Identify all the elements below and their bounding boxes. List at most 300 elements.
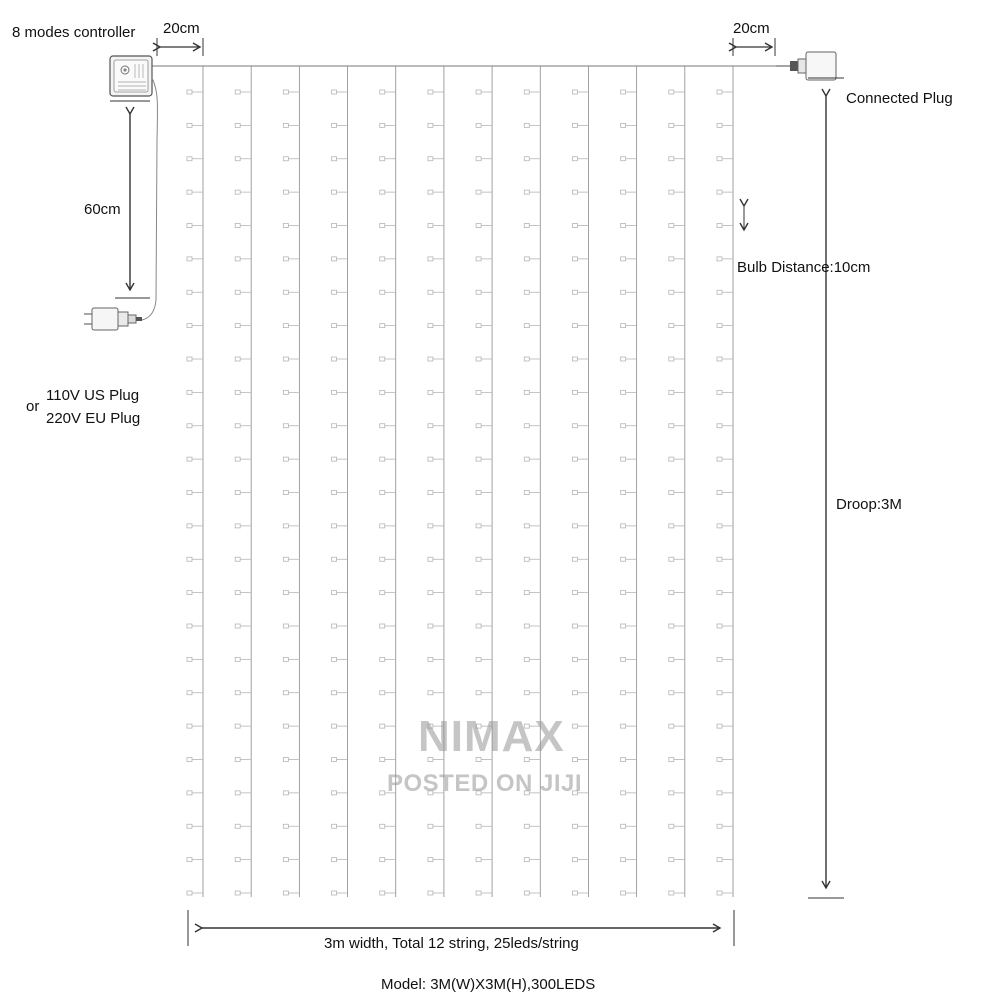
led-bulb	[572, 324, 577, 328]
led-bulb	[380, 90, 385, 94]
led-bulb	[621, 123, 626, 127]
led-bulb	[332, 758, 337, 762]
led-bulb	[187, 858, 192, 862]
led-bulb	[476, 290, 481, 294]
led-bulb	[235, 824, 240, 828]
led-bulb	[572, 524, 577, 528]
led-bulb	[332, 557, 337, 561]
led-bulb	[717, 791, 722, 795]
led-bulb	[621, 724, 626, 728]
led-bulb	[669, 224, 674, 228]
led-bulb	[235, 624, 240, 628]
led-string	[235, 66, 251, 897]
led-bulb	[283, 357, 288, 361]
led-bulb	[283, 758, 288, 762]
led-bulb	[235, 791, 240, 795]
led-bulb	[669, 190, 674, 194]
led-bulb	[717, 90, 722, 94]
led-bulb	[669, 90, 674, 94]
led-bulb	[669, 724, 674, 728]
led-bulb	[283, 691, 288, 695]
led-bulb	[380, 624, 385, 628]
led-bulb	[572, 691, 577, 695]
led-bulb	[332, 90, 337, 94]
led-bulb	[187, 90, 192, 94]
led-bulb	[380, 257, 385, 261]
led-bulb	[621, 224, 626, 228]
led-bulb	[717, 324, 722, 328]
led-string	[187, 66, 203, 897]
led-bulb	[572, 257, 577, 261]
led-bulb	[283, 491, 288, 495]
led-bulb	[283, 791, 288, 795]
led-string	[669, 66, 685, 897]
led-bulb	[717, 824, 722, 828]
led-bulb	[283, 90, 288, 94]
led-bulb	[717, 524, 722, 528]
led-bulb	[380, 858, 385, 862]
led-bulb	[621, 791, 626, 795]
led-bulb	[572, 858, 577, 862]
led-bulb	[621, 624, 626, 628]
led-bulb	[380, 657, 385, 661]
led-bulb	[669, 758, 674, 762]
led-bulb	[669, 791, 674, 795]
led-bulb	[332, 791, 337, 795]
led-bulb	[380, 591, 385, 595]
controller-label: 8 modes controller	[12, 24, 136, 41]
led-bulb	[621, 691, 626, 695]
led-bulb	[235, 190, 240, 194]
led-bulb	[283, 524, 288, 528]
led-bulb	[717, 891, 722, 895]
led-bulb	[428, 324, 433, 328]
led-bulb	[476, 491, 481, 495]
led-bulb	[572, 557, 577, 561]
watermark-brand: NIMAX	[418, 712, 565, 761]
led-bulb	[572, 123, 577, 127]
led-bulb	[380, 424, 385, 428]
led-bulb	[283, 824, 288, 828]
led-bulb	[235, 324, 240, 328]
led-bulb	[235, 424, 240, 428]
led-bulb	[572, 190, 577, 194]
led-bulb	[621, 758, 626, 762]
led-bulb	[476, 691, 481, 695]
led-bulb	[669, 123, 674, 127]
led-bulb	[524, 524, 529, 528]
led-bulb	[669, 557, 674, 561]
led-bulb	[187, 824, 192, 828]
led-bulb	[283, 624, 288, 628]
led-bulb	[572, 724, 577, 728]
led-bulb	[428, 691, 433, 695]
led-string	[621, 66, 637, 897]
led-bulb	[717, 290, 722, 294]
led-bulb	[669, 390, 674, 394]
width-label: 3m width, Total 12 string, 25leds/string	[324, 935, 579, 952]
led-bulb	[428, 257, 433, 261]
led-bulb	[428, 624, 433, 628]
led-bulb	[572, 90, 577, 94]
led-bulb	[669, 591, 674, 595]
led-bulb	[572, 224, 577, 228]
led-bulb	[717, 591, 722, 595]
led-bulb	[717, 224, 722, 228]
led-bulb	[332, 491, 337, 495]
led-bulb	[572, 824, 577, 828]
led-bulb	[717, 123, 722, 127]
led-bulb	[235, 157, 240, 161]
led-bulb	[476, 657, 481, 661]
led-bulb	[524, 491, 529, 495]
led-bulb	[283, 190, 288, 194]
led-bulb	[428, 90, 433, 94]
led-bulb	[380, 290, 385, 294]
led-bulb	[187, 691, 192, 695]
led-bulb	[187, 557, 192, 561]
led-bulb	[524, 357, 529, 361]
led-string	[717, 66, 733, 897]
led-bulb	[669, 290, 674, 294]
led-bulb	[572, 591, 577, 595]
led-bulb	[476, 90, 481, 94]
led-bulb	[332, 824, 337, 828]
led-bulb	[524, 824, 529, 828]
led-bulb	[187, 624, 192, 628]
led-bulb	[187, 424, 192, 428]
led-bulb	[187, 257, 192, 261]
led-bulb	[717, 257, 722, 261]
led-bulb	[524, 591, 529, 595]
led-bulb	[187, 791, 192, 795]
led-bulb	[332, 858, 337, 862]
led-bulb	[669, 824, 674, 828]
led-bulb	[428, 390, 433, 394]
led-bulb	[428, 824, 433, 828]
right-gap-label: 20cm	[733, 20, 770, 37]
led-bulb	[717, 724, 722, 728]
led-bulb	[332, 424, 337, 428]
led-bulb	[380, 324, 385, 328]
led-bulb	[428, 190, 433, 194]
led-bulb	[669, 524, 674, 528]
led-bulb	[621, 657, 626, 661]
led-bulb	[235, 257, 240, 261]
led-bulb	[572, 357, 577, 361]
led-bulb	[669, 657, 674, 661]
led-bulb	[717, 557, 722, 561]
led-bulb	[187, 724, 192, 728]
led-bulb	[524, 90, 529, 94]
cable-length-label: 60cm	[84, 201, 121, 218]
led-bulb	[428, 157, 433, 161]
led-bulb	[380, 791, 385, 795]
led-bulb	[669, 491, 674, 495]
led-bulb	[476, 390, 481, 394]
led-bulb	[524, 290, 529, 294]
led-bulb	[235, 290, 240, 294]
led-bulb	[428, 591, 433, 595]
watermark-posted: POSTED ON JIJI	[387, 770, 583, 797]
led-bulb	[476, 824, 481, 828]
led-bulb	[283, 290, 288, 294]
led-bulb	[717, 624, 722, 628]
led-bulb	[187, 224, 192, 228]
power-plug-icon	[84, 308, 142, 330]
connected-plug-label: Connected Plug	[846, 90, 953, 107]
led-bulb	[572, 424, 577, 428]
led-bulb	[283, 657, 288, 661]
led-bulb	[476, 557, 481, 561]
led-bulb	[187, 190, 192, 194]
led-bulb	[380, 390, 385, 394]
led-bulb	[669, 257, 674, 261]
plug-or-label: or	[26, 398, 40, 415]
led-bulb	[235, 657, 240, 661]
led-bulb	[669, 891, 674, 895]
led-bulb	[476, 457, 481, 461]
led-bulb	[669, 624, 674, 628]
led-bulb	[235, 457, 240, 461]
led-bulb	[380, 524, 385, 528]
led-bulb	[572, 390, 577, 394]
led-bulb	[621, 591, 626, 595]
led-bulb	[524, 190, 529, 194]
led-string	[283, 66, 299, 897]
led-bulb	[717, 858, 722, 862]
led-bulb	[621, 824, 626, 828]
led-bulb	[572, 624, 577, 628]
led-bulb	[669, 157, 674, 161]
led-bulb	[428, 224, 433, 228]
led-bulb	[428, 858, 433, 862]
led-bulb	[476, 424, 481, 428]
droop-label: Droop:3M	[836, 496, 902, 513]
us-plug-label: 110V US Plug	[46, 387, 140, 404]
led-bulb	[476, 157, 481, 161]
led-bulb	[283, 224, 288, 228]
led-bulb	[621, 190, 626, 194]
led-bulb	[476, 858, 481, 862]
led-bulb	[187, 290, 192, 294]
led-bulb	[332, 657, 337, 661]
led-bulb	[428, 557, 433, 561]
led-bulb	[524, 457, 529, 461]
led-bulb	[380, 824, 385, 828]
led-bulb	[524, 224, 529, 228]
led-bulb	[476, 591, 481, 595]
led-bulb	[332, 324, 337, 328]
led-bulb	[621, 390, 626, 394]
led-bulb	[283, 157, 288, 161]
led-bulb	[332, 190, 337, 194]
led-bulb	[235, 691, 240, 695]
led-bulb	[621, 891, 626, 895]
led-bulb	[476, 524, 481, 528]
led-bulb	[187, 357, 192, 361]
led-bulb	[669, 691, 674, 695]
led-bulb	[187, 657, 192, 661]
led-bulb	[283, 324, 288, 328]
led-bulb	[283, 891, 288, 895]
led-bulb	[332, 724, 337, 728]
led-bulb	[428, 524, 433, 528]
led-bulb	[621, 357, 626, 361]
led-bulb	[283, 257, 288, 261]
led-bulb	[235, 390, 240, 394]
led-bulb	[621, 491, 626, 495]
led-bulb	[235, 491, 240, 495]
led-bulb	[621, 557, 626, 561]
led-bulb	[476, 624, 481, 628]
led-bulb	[717, 491, 722, 495]
led-bulb	[476, 324, 481, 328]
led-bulb	[669, 424, 674, 428]
led-bulb	[621, 457, 626, 461]
led-bulb	[717, 758, 722, 762]
led-bulb	[428, 424, 433, 428]
led-bulb	[235, 858, 240, 862]
led-bulb	[621, 424, 626, 428]
led-bulb	[283, 557, 288, 561]
led-bulb	[572, 758, 577, 762]
led-bulb	[235, 591, 240, 595]
led-bulb	[187, 524, 192, 528]
led-bulb	[524, 624, 529, 628]
led-bulb	[428, 290, 433, 294]
led-bulb	[380, 157, 385, 161]
led-bulb	[235, 90, 240, 94]
led-bulb	[669, 457, 674, 461]
led-bulb	[717, 357, 722, 361]
led-bulb	[380, 123, 385, 127]
led-bulb	[428, 457, 433, 461]
led-bulb	[235, 357, 240, 361]
led-bulb	[235, 891, 240, 895]
led-bulb	[380, 724, 385, 728]
led-bulb	[187, 457, 192, 461]
led-bulb	[621, 90, 626, 94]
led-bulb	[524, 858, 529, 862]
led-bulb	[669, 324, 674, 328]
led-bulb	[669, 858, 674, 862]
led-bulb	[428, 891, 433, 895]
led-bulb	[380, 190, 385, 194]
led-bulb	[332, 624, 337, 628]
led-bulb	[380, 224, 385, 228]
led-bulb	[235, 524, 240, 528]
led-bulb	[380, 357, 385, 361]
led-bulb	[572, 157, 577, 161]
led-bulb	[476, 357, 481, 361]
led-bulb	[235, 224, 240, 228]
led-bulb	[380, 491, 385, 495]
led-bulb	[524, 324, 529, 328]
led-bulb	[428, 123, 433, 127]
led-bulb	[524, 390, 529, 394]
led-bulb	[380, 557, 385, 561]
led-bulb	[428, 657, 433, 661]
led-bulb	[187, 591, 192, 595]
led-bulb	[717, 424, 722, 428]
led-bulb	[283, 424, 288, 428]
led-bulb	[717, 157, 722, 161]
led-bulb	[572, 657, 577, 661]
led-bulb	[621, 290, 626, 294]
led-bulb	[283, 858, 288, 862]
led-bulb	[717, 691, 722, 695]
led-bulb	[476, 257, 481, 261]
led-bulb	[669, 357, 674, 361]
led-bulb	[476, 224, 481, 228]
led-bulb	[235, 758, 240, 762]
led-bulb	[283, 591, 288, 595]
led-bulb	[187, 758, 192, 762]
led-bulb	[572, 457, 577, 461]
controller-box	[110, 56, 152, 96]
led-bulb	[476, 123, 481, 127]
led-bulb	[187, 891, 192, 895]
model-label: Model: 3M(W)X3M(H),300LEDS	[381, 976, 596, 993]
led-bulb	[717, 657, 722, 661]
led-bulb	[524, 657, 529, 661]
led-bulb	[717, 190, 722, 194]
led-bulb	[332, 457, 337, 461]
eu-plug-label: 220V EU Plug	[46, 410, 141, 427]
led-bulb	[283, 123, 288, 127]
led-bulb	[332, 357, 337, 361]
led-bulb	[621, 157, 626, 161]
led-bulb	[717, 457, 722, 461]
led-bulb	[621, 257, 626, 261]
led-bulb	[380, 457, 385, 461]
led-bulb	[283, 724, 288, 728]
led-bulb	[524, 691, 529, 695]
led-bulb	[717, 390, 722, 394]
led-bulb	[380, 891, 385, 895]
led-bulb	[380, 758, 385, 762]
bulb-distance-label: Bulb Distance:10cm	[737, 259, 871, 276]
led-bulb	[572, 491, 577, 495]
led-bulb	[235, 123, 240, 127]
led-bulb	[332, 290, 337, 294]
controller-cable	[142, 78, 157, 320]
led-bulb	[283, 390, 288, 394]
led-bulb	[283, 457, 288, 461]
led-bulb	[235, 557, 240, 561]
led-bulb	[187, 390, 192, 394]
led-bulb	[332, 257, 337, 261]
led-bulb	[428, 491, 433, 495]
led-bulb	[621, 858, 626, 862]
led-bulb	[332, 691, 337, 695]
led-bulb	[332, 591, 337, 595]
led-string	[332, 66, 348, 897]
led-bulb	[524, 257, 529, 261]
led-bulb	[524, 157, 529, 161]
led-bulb	[524, 123, 529, 127]
led-bulb	[332, 224, 337, 228]
led-bulb	[187, 324, 192, 328]
led-bulb	[428, 357, 433, 361]
led-bulb	[332, 157, 337, 161]
led-bulb	[187, 123, 192, 127]
led-bulb	[332, 524, 337, 528]
led-bulb	[524, 557, 529, 561]
led-bulb	[476, 891, 481, 895]
led-bulb	[524, 891, 529, 895]
